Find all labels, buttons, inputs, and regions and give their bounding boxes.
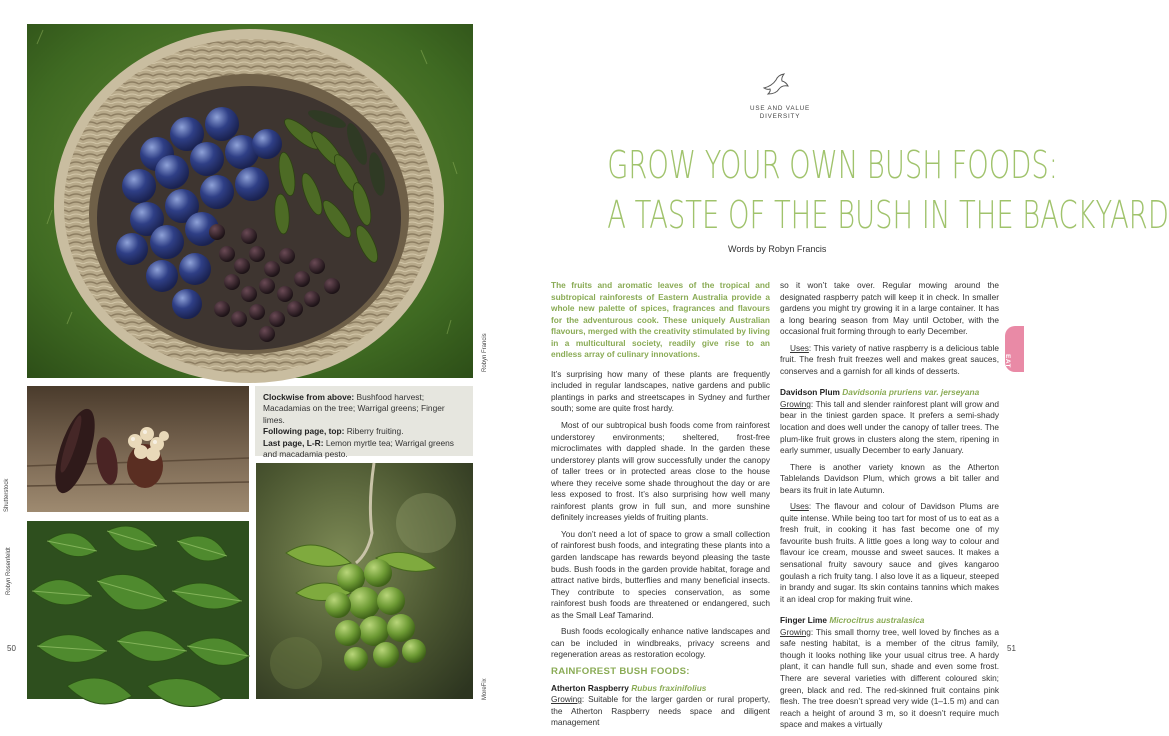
uses-label-davidson: Uses [790,501,809,512]
basket-illustration [27,24,473,378]
macadamia-photo [256,463,473,699]
growing-text-finger-lime: : This small thorny tree, well loved by finches as a safe nesting habitat, is a member of the citrus family, though it looks nothing like your usual citrus tree. A hardy plant, it can handle full sun, shade and even some frost. There are several varieties with different coloured skin; green, black and red. The red-skinned fruit contains pink flesh. The tree doesn’t spread very wide (1–1.5 m) and can reach a height of around 3 m, so it doesn’t require much space and makes a virtually [780,626,999,730]
col2-growing-davidson [780,399,999,457]
growing-label-atherton: Growing [551,694,582,705]
col1-paragraph-3: You don’t need a lot of space to grow a small collection of rainforest bush foods, and integrating these plants into a garden landscape has rewards beyond pleasing the taste buds. Bush foods in the garden provide habitat, forage and attract native birds, butterflies and many beneficial insects. They contribute to species conservation, as some rainforest bush foods are threatened or endangered, such as the Small Leaf Tamarind. [551,528,770,620]
macadamia-illustration [256,463,473,699]
photo-credit-macadamia: MoreFix [482,678,488,700]
caption-text-3: Lemon myrtle tea; Warrigal greens and macadamia pesto. [263,437,454,460]
finger-limes-illustration [27,386,249,512]
bird-icon [762,72,790,98]
warrigal-greens-illustration [27,521,249,699]
uses-text-atherton: : This variety of native raspberry is a delicious table fruit. The fresh fruit freezes well and makes great sauces, conserves and a garnish for all kinds of desserts. [780,342,999,376]
article-column-2 [780,280,999,736]
photo-credit-basket: Robyn Francis [482,333,488,372]
plant-heading-atherton [551,683,770,695]
growing-text-davidson: : This tall and slender rainforest plant will grow and bear in the tiniest garden space. It prefers a semi-shady location and does well under the canopy of taller trees. The plum-like fruit grows in clusters along the stem, ripening in early summer, usually December to early January. [780,398,999,456]
page-number-left: 50 [7,644,16,653]
plant-name-finger-lime: Finger Lime [780,615,828,626]
plant-latin-atherton: Rubus fraxinifolius [631,682,707,693]
article-title-line1: GROW YOUR OWN BUSH FOODS: [607,143,1058,187]
plant-name-davidson: Davidson Plum [780,387,840,398]
plant-latin-finger-lime: Microcitrus australasica [829,615,925,626]
finger-limes-photo [27,386,249,512]
caption-text-1: Bushfood harvest; Macadamias on the tree; Warrigal greens; Finger limes. [263,392,445,425]
article-lead: The fruits and aromatic leaves of the tropical and subtropical rainforests of Eastern Australia provide a whole new palette of spices, fragrances and flavours for the adventurous cook. These uniquely Australian flavours, merged with the creativity stimulated by living in a multicultural society, readily give rise to an endless array of culinary innovations. [551,280,771,360]
col2-uses-atherton [780,343,999,378]
photo-caption [255,386,473,460]
col1-paragraph-4: Bush foods ecologically enhance native landscapes and can be included in windbreaks, privacy screens and regeneration areas as restoration ecology. [551,626,770,660]
warrigal-greens-photo [27,521,249,699]
col2-paragraph-4: There is another variety known as the Atherton Tablelands Davidson Plum, which grows a bit taller and bears its fruit in late Autumn. [780,461,999,495]
uses-text-davidson: : The flavour and colour of Davidson Plums are quite intense. While being too tart for most of us to eat as a fresh fruit, in cooking it has fast become one of my favourite bush fruits. A little goes a long way to colour and flavour ice cream, mousse and sweet sauces. It makes a sensational fruity savoury sauce and gives kangaroo goulash a rich fruity tang. I also love it as a liqueur, steeped in brandy and sugar. Its skin contains tannins which makes it an ideal crop for making fruit wine. [780,501,999,604]
col1-growing [551,694,770,729]
article-title-line2: A TASTE OF THE BUSH IN THE BACKYARD [607,193,1169,237]
plant-name-atherton: Atherton Raspberry [551,682,629,693]
byline: Words by Robyn Francis [728,244,827,254]
col1-paragraph-1: It’s surprising how many of these plants are frequently included in regular landscapes, native gardens and public plantings in parks and streetscapes in Sydney and further south; some are quite frost hardy. [551,368,770,414]
article-column-1 [551,280,770,729]
basket-photo [27,24,473,378]
side-tab-eat [1005,326,1024,372]
plant-heading-davidson [780,387,999,399]
section-label [700,105,860,121]
section-label-line1: USE AND VALUE [750,105,810,112]
subhead-rainforest: RAINFOREST BUSH FOODS: [551,665,690,677]
plant-latin-davidson: Davidsonia pruriens var. jerseyana [842,387,980,398]
col2-growing-finger-lime [780,627,999,731]
growing-label-davidson: Growing [780,398,811,409]
caption-text-2: Riberry fruiting. [344,426,404,437]
photo-credit-limes: Shutterstock [4,478,10,512]
col2-paragraph-1: so it won’t take over. Regular mowing around the designated raspberry patch will keep it in check. In smaller gardens you might try growing it in a large container. It has a long bearing season from May until October, with the occasional fruit forming through to early December. [780,280,999,337]
photo-credit-warrigal: Robyn Rosenfeldt [6,547,12,595]
caption-label-2: Following page, top: [263,426,345,437]
plant-heading-finger-lime [780,615,999,627]
caption-label-3: Last page, L-R: [263,437,324,448]
side-tab-label: EAT [1004,354,1011,369]
col2-uses-davidson [780,501,999,605]
caption-label-1: Clockwise from above: [263,392,355,402]
growing-label-finger-lime: Growing [780,626,811,637]
growing-text-atherton: : Suitable for the larger garden or rural property, the Atherton Raspberry needs space and diligent management [551,694,770,728]
page-number-right: 51 [1007,644,1016,653]
col1-paragraph-2: Most of our subtropical bush foods come from rainforest understorey environments; sheltered, frost-free microclimates with dappled shade. In the garden these understorey plants will grow successfully under the canopy of taller trees or in protected areas close to the house where they receive some shade throughout the day or are less exposed to frost. It’s also surprising how well many rainforest plants grow in full sun, and more sunshine definitely increases yields of fruiting plants. [551,420,770,523]
section-label-line2: DIVERSITY [759,113,801,120]
uses-label-atherton: Uses [790,342,809,353]
